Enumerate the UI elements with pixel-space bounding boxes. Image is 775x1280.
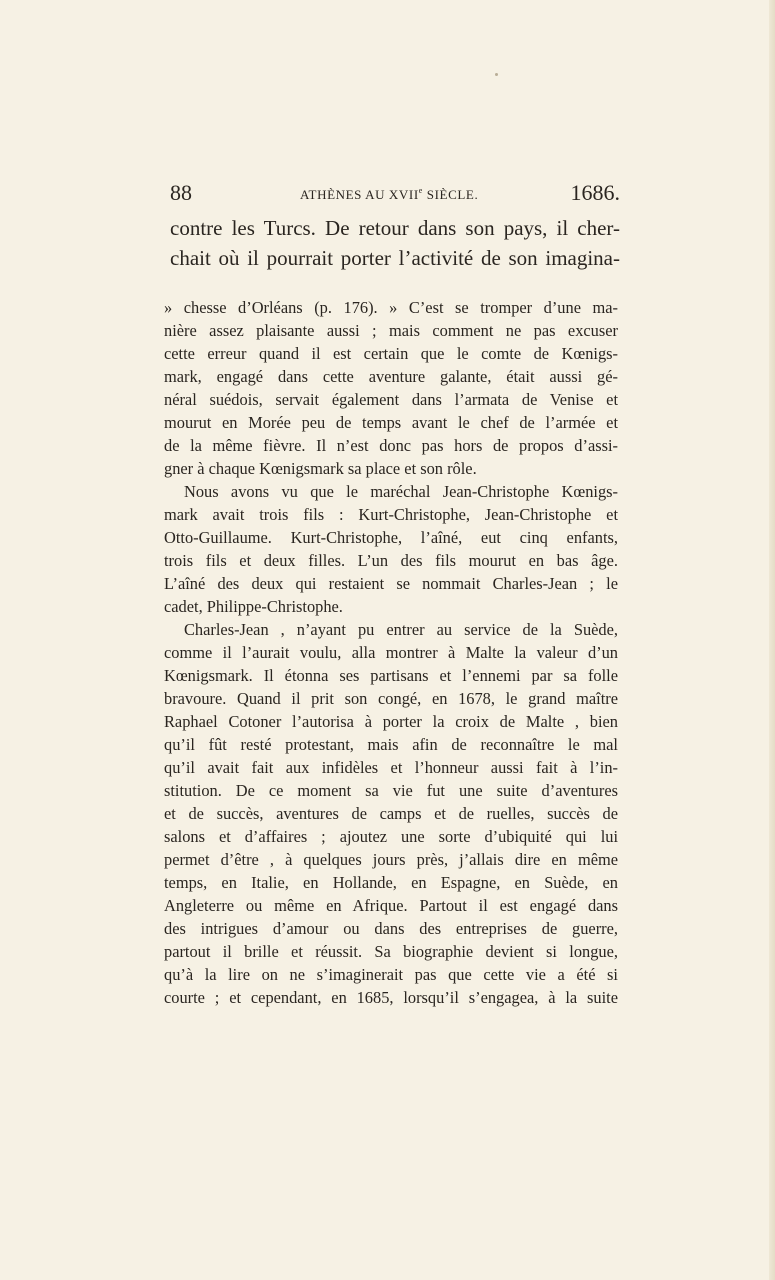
footnote-line: qu’il avait fait aux infidèles et l’honneur aussi fait à l’in- [164, 758, 618, 777]
footnote-line: gner à chaque Kœnigsmark sa place et son rôle. [164, 459, 477, 478]
main-text-line: contre les Turcs. De retour dans son pays, il cher- [170, 216, 620, 240]
footnote-line: Kœnigsmark. Il étonna ses partisans et l’ennemi par sa folle [164, 666, 618, 685]
footnote-line: des intrigues d’amour ou dans des entreprises de guerre, [164, 919, 618, 938]
footnote-line: Otto-Guillaume. Kurt-Christophe, l’aîné, eut cinq enfants, [164, 528, 618, 547]
page-number: 88 [170, 180, 192, 205]
main-text [170, 213, 620, 273]
running-year: 1686. [570, 180, 620, 205]
footnote-line: comme il l’aurait voulu, alla montrer à Malte la valeur d’un [164, 643, 618, 662]
footnote-line: L’aîné des deux qui restaient se nommait Charles-Jean ; le [164, 574, 618, 593]
footnote-line: trois fils et deux filles. L’un des fils mourut en bas âge. [164, 551, 618, 570]
footnote-line: permet d’être , à quelques jours près, j’allais dire en même [164, 850, 618, 869]
page-edge [769, 0, 775, 1280]
footnote-line: partout il brille et réussit. Sa biographie devient si longue, [164, 942, 618, 961]
footnote-line: mark avait trois fils : Kurt-Christophe, Jean-Christophe et [164, 505, 618, 524]
footnote-line: Angleterre ou même en Afrique. Partout il est engagé dans [164, 896, 618, 915]
footnote-line: nière assez plaisante aussi ; mais comment ne pas excuser [164, 321, 618, 340]
footnote-line: mourut en Morée peu de temps avant le chef de l’armée et [164, 413, 618, 432]
footnote-line: stitution. De ce moment sa vie fut une suite d’aventures [164, 781, 618, 800]
footnote-line: temps, en Italie, en Hollande, en Espagne, en Suède, en [164, 873, 618, 892]
footnote-line: Charles-Jean , n’ayant pu entrer au service de la Suède, [184, 620, 618, 639]
running-head [170, 180, 620, 208]
footnote-line: mark, engagé dans cette aventure galante, était aussi gé- [164, 367, 618, 386]
footnote-line: salons et d’affaires ; ajoutez une sorte d’ubiquité qui lui [164, 827, 618, 846]
footnote-line: courte ; et cependant, en 1685, lorsqu’il s’engagea, à la suite [164, 988, 618, 1007]
footnote-line: qu’il fût resté protestant, mais afin de reconnaître le mal [164, 735, 618, 754]
footnote-line: Raphael Cotoner l’autorisa à porter la croix de Malte , bien [164, 712, 618, 731]
footnote-line: » chesse d’Orléans (p. 176). » C’est se tromper d’une ma- [164, 298, 618, 317]
footnote-line: de la même fièvre. Il n’est donc pas hors de propos d’assi- [164, 436, 618, 455]
footnote-line: Nous avons vu que le maréchal Jean-Christophe Kœnigs- [184, 482, 618, 501]
paper-speck [495, 73, 498, 76]
running-title-end: SIÈCLE. [422, 187, 479, 202]
running-title-superscript: e [418, 186, 423, 195]
main-text-line: chait où il pourrait porter l’activité de son imagina- [170, 246, 620, 270]
footnote-line: néral suédois, servait également dans l’armata de Venise et [164, 390, 618, 409]
footnote-line: qu’à la lire on ne s’imaginerait pas que cette vie a été si [164, 965, 618, 984]
footnote [164, 296, 618, 1009]
footnote-line: et de succès, aventures de camps et de ruelles, succès de [164, 804, 618, 823]
running-title [300, 187, 478, 203]
footnote-line: cette erreur quand il est certain que le comte de Kœnigs- [164, 344, 618, 363]
running-title-main: ATHÈNES AU XVII [300, 187, 419, 202]
footnote-line: cadet, Philippe-Christophe. [164, 597, 343, 616]
footnote-line: bravoure. Quand il prit son congé, en 1678, le grand maître [164, 689, 618, 708]
